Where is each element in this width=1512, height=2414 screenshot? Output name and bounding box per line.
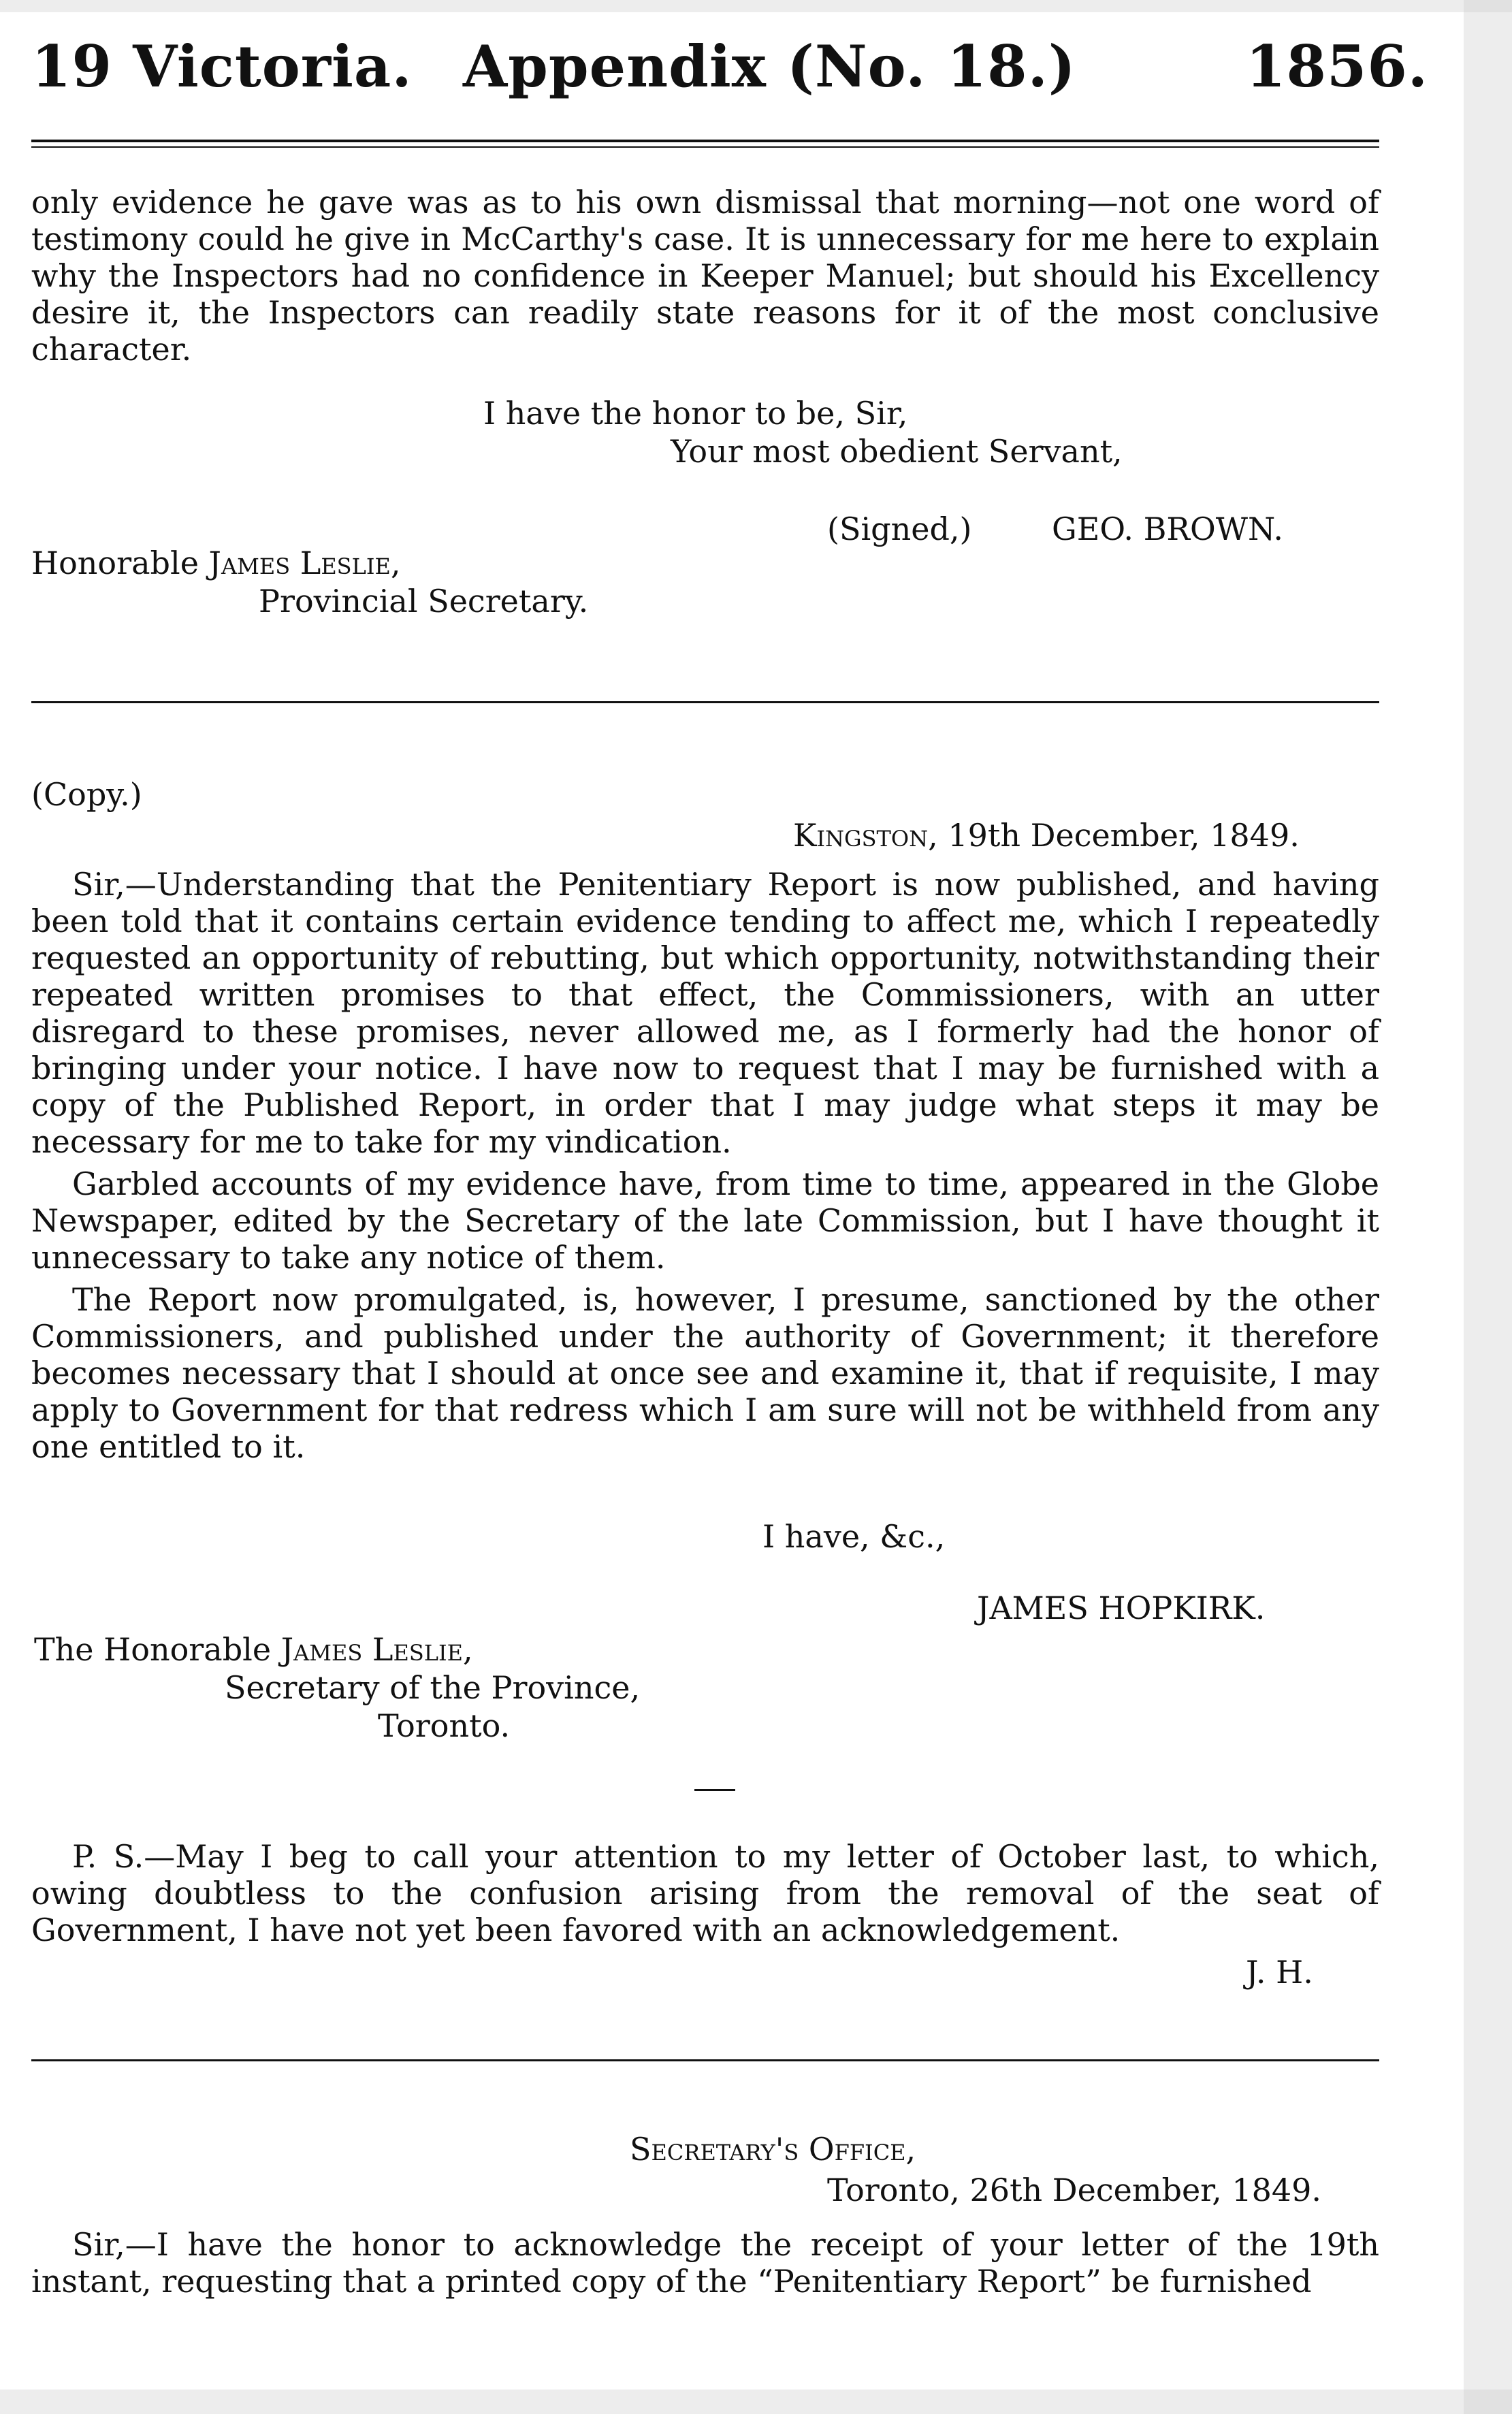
letter2-addressee-place: Toronto. — [378, 1707, 511, 1744]
letter2-copy-label: (Copy.) — [31, 776, 142, 813]
letter2-addressee-name: James Leslie, — [280, 1631, 473, 1668]
letter2-signature: JAMES HOPKIRK. — [977, 1590, 1266, 1626]
letter2-paragraph-1: Sir,—Understanding that the Penitentiary Report is now published, and having been told that it contains certain evidence tending to affect me, which I repeatedly requested an opportunity of rebutting, but which opportunity, notwithstanding their repeated written promises to that effect, the Commissioners, with an utter disregard to these promises, never allowed me, as I formerly had the honor of bringing under your notice. I have now to request that I may be furnished with a copy of the Published Report, in order that I may judge what steps it may be necessary for me to take for my vindication. — [31, 866, 1379, 1160]
letter2-body — [31, 866, 1379, 1465]
letter1-signature: GEO. BROWN. — [1052, 511, 1283, 547]
letter1-closing-line1: I have the honor to be, Sir, — [483, 395, 908, 432]
scan-noise-right — [1464, 0, 1512, 2414]
letter2-date: 19th December, 1849. — [937, 817, 1300, 854]
letter2-addressee — [34, 1631, 473, 1668]
header-year: 1856. — [1246, 33, 1429, 100]
header-appendix: Appendix (No. 18.) — [463, 33, 1076, 100]
postscript-divider — [694, 1789, 735, 1791]
letter2-postscript — [31, 1838, 1379, 1948]
letter2-place: Kingston, — [793, 817, 938, 854]
letter3-paragraph-1: Sir,—I have the honor to acknowledge the receipt of your letter of the 19th instant, requesting that a printed copy of the “Penitentiary Report” be furnished — [31, 2226, 1379, 2300]
letter2-postscript-text: P. S.—May I beg to call your attention to my letter of October last, to which, owing doubtless to the confusion arising from the removal of the seat of Government, I have not yet been favored with an acknowledgement. — [31, 1838, 1379, 1948]
letter2-paragraph-3: The Report now promulgated, is, however, I presume, sanctioned by the other Commissioners, and published under the authority of Government; it therefore becomes necessary that I should at once see and examine it, that if requisite, I may apply to Government for that redress which I am sure will not be withheld from any one entitled to it. — [31, 1281, 1379, 1465]
letter3-body — [31, 2226, 1379, 2300]
section-divider-1 — [31, 701, 1379, 703]
letter2-addressee-prefix: The Honorable — [34, 1631, 281, 1668]
letter3-office: Secretary's Office, — [630, 2131, 916, 2168]
letter2-closing: I have, &c., — [762, 1518, 946, 1555]
scan-noise-bottom — [0, 2389, 1512, 2414]
letter2-paragraph-2: Garbled accounts of my evidence have, from time to time, appeared in the Globe Newspaper, edited by the Secretary of the late Commission, but I have thought it unnecessary to take any notice of them. — [31, 1165, 1379, 1276]
letter1-addressee-name: James Leslie, — [208, 545, 401, 581]
scan-noise-top — [0, 0, 1512, 12]
letter1-continuation-text: only evidence he gave was as to his own dismissal that morning—not one word of testimony could he give in McCarthy's case. It is unnecessary for me here to explain why the Inspectors had no confidence in Keeper Manuel; but should his Excellency desire it, the Inspectors can readily state reasons for it of the most conclusive character. — [31, 184, 1379, 368]
letter1-closing-line2: Your most obedient Servant, — [671, 433, 1123, 470]
letter2-dateline — [793, 817, 1300, 854]
letter2-addressee-title: Secretary of the Province, — [225, 1669, 641, 1706]
header-session: 19 Victoria. — [31, 33, 413, 100]
section-divider-2 — [31, 2059, 1379, 2061]
letter1-continuation — [31, 184, 1379, 368]
letter1-signed-label: (Signed,) — [827, 511, 972, 547]
letter1-addressee — [31, 545, 400, 581]
letter3-place-date: Toronto, 26th December, 1849. — [827, 2172, 1322, 2208]
letter1-addressee-title: Provincial Secretary. — [259, 583, 589, 619]
letter2-postscript-initials: J. H. — [1246, 1954, 1313, 1991]
letter1-addressee-prefix: Honorable — [31, 545, 209, 581]
header-rule-top — [31, 140, 1379, 142]
header-rule-bottom — [31, 146, 1379, 148]
